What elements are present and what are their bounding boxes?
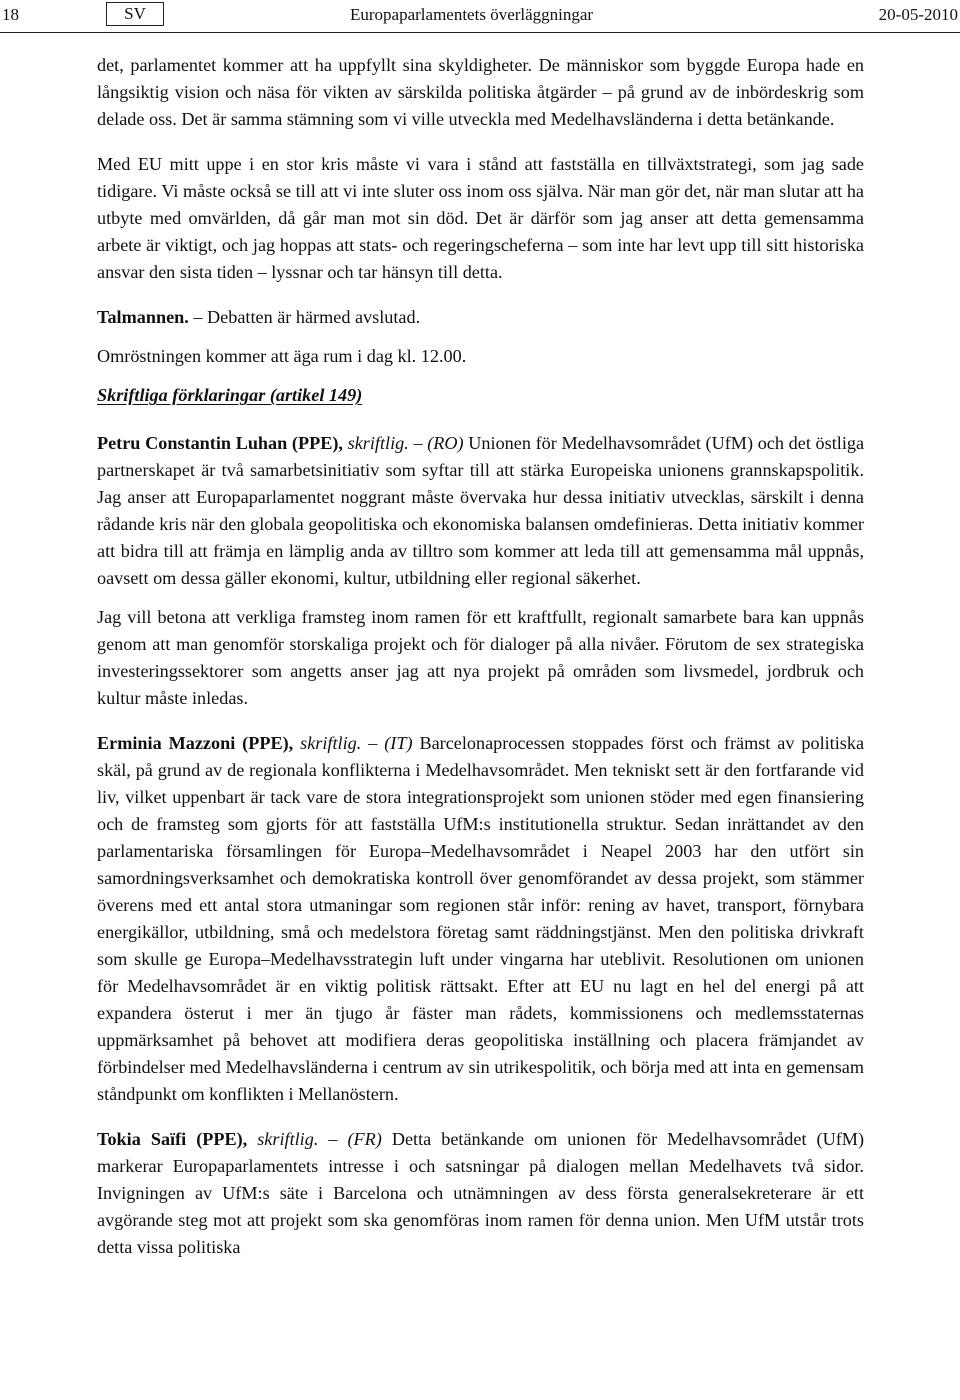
statement-language: – (RO): [413, 433, 464, 453]
statement-paragraph: Jag vill betona att verkliga framsteg inom ramen för ett kraftfullt, regionalt samarbete bara kan uppnås genom att man genomför storskaliga projekt och för dialoger på alla nivåer. Förutom de sex strategiska investeringssektorer som angetts anser jag att nya projekt på områden som livsmedel, jordbruk och kultur måste inledas.: [97, 607, 864, 708]
section-heading: Skriftliga förklaringar (artikel 149): [97, 385, 363, 405]
page-header: [0, 0, 960, 33]
statement-mode: skriftlig.: [347, 433, 409, 453]
speaker-name: Erminia Mazzoni (PPE),: [97, 733, 294, 753]
speaker-name: Petru Constantin Luhan (PPE),: [97, 433, 343, 453]
statement-text: Detta betänkande om unionen för Medelhavsområdet (UfM) markerar Europaparlamentets intresse i och satsningar på dialogen mellan Medelhavets två sidor. Invigningen av UfM:s säte i Barcelona och utnämningen av dess första generalsekreterare är ett avgörande steg mot att projekt som ska genomföras inom ramen för denna union. Men UfM utstår trots detta vissa politiska: [97, 1129, 865, 1257]
paragraph: Med EU mitt uppe i en stor kris måste vi vara i stånd att fastställa en tillväxtstrategi, som jag sade tidigare. Vi måste också se till att vi inte sluter oss inom oss själva. När man gör det, när man slutar att ha utbyte med omvärlden, då går man mot sin död. Det är därför som jag anser att detta gemensamma arbete är viktigt, och jag hoppas att stats- och regeringscheferna – som inte har levt upp till sitt historiska ansvar den sista tiden – lyssnar och tar hänsyn till detta.: [97, 154, 864, 282]
statement-language: – (FR): [328, 1129, 382, 1149]
statement-text: Unionen för Medelhavsområdet (UfM) och det östliga partnerskapet är två samarbetsinitiativ som syftar till att stärka Europeiska unionens grannskapspolitik. Jag anser att Europaparlamentet noggrant måste övervaka hur dessa initiativ utvecklas, särskilt i denna rådande kris när den globala geopolitiska och ekonomiska balansen omdefinieras. Detta initiativ kommer att bidra till att främja en lämplig anda av tilltro som kommer att leda till att gemensamma mål uppnås, oavsett om dessa gäller ekonomi, kultur, utbildning eller regional säkerhet.: [97, 433, 865, 588]
statement-paragraph: [97, 430, 864, 592]
page-number: 18: [2, 5, 19, 24]
statement-language: – (IT): [368, 733, 413, 753]
statement-text: – Debatten är härmed avslutad.: [193, 307, 421, 327]
document-body: [97, 52, 864, 1279]
president-statement: [97, 304, 864, 331]
vote-announcement: Omröstningen kommer att äga rum i dag kl. 12.00.: [97, 346, 467, 366]
language-badge: SV: [106, 2, 164, 26]
header-title: Europaparlamentets överläggningar: [350, 5, 594, 24]
statement-mode: skriftlig.: [300, 733, 362, 753]
paragraph: det, parlamentet kommer att ha uppfyllt sina skyldigheter. De människor som byggde Europa hade en långsiktig vision och näsa för vikten av särskilda politiska åtgärder – på grund av de inbördeskrig som delade oss. Det är samma stämning som vi ville utveckla med Medelhavsländerna i detta betänkande.: [97, 55, 864, 129]
speaker-name: Tokia Saïfi (PPE),: [97, 1129, 248, 1149]
statement-mode: skriftlig.: [257, 1129, 319, 1149]
statement-paragraph: [97, 1126, 864, 1261]
header-date: 20-05-2010: [878, 5, 958, 24]
statement-text: Barcelonaprocessen stoppades först och främst av politiska skäl, på grund av de regionala konflikterna i Medelhavsområdet. Men tekniskt sett är den fortfarande vid liv, vilket uppenbart är tack vare de stora integrationsprojekt som unionen stöder med egen finansiering och de framsteg som gjorts för att fastställa UfM:s institutionella struktur. Sedan inrättandet av den parlamentariska församlingen för Europa–Medelhavsområdet i Neapel 2003 har den utfört sin samordningsverksamhet och demokratiska kontroll över genomförandet av dessa projekt, som stämmer överens med ett antal stora utmaningar som regionen står inför: rening av havet, transport, förnybara energikällor, utbildning, små och medelstora företag samt räddningstjänst. Men den politiska drivkraft som skulle ge Europa–Medelhavsstrategin luft under vingarna har uteblivit. Resolutionen om unionen för Medelhavsområdet är en viktig politisk rättsakt. Efter att EU nu lagt en hel del energi på att expandera österut i mer än tjugo år fäster man rådets, kommissionens och medlemsstaternas uppmärksamhet på behovet att modifiera deras geopolitiska inställning och placera främjandet av förbindelser med Medelhavsländerna i centrum av sin utrikespolitik, och börja med att inta en gemensam ståndpunkt om konflikten i Mellanöstern.: [97, 733, 865, 1104]
statement-paragraph: [97, 730, 864, 1108]
speaker-name: Talmannen.: [97, 307, 189, 327]
